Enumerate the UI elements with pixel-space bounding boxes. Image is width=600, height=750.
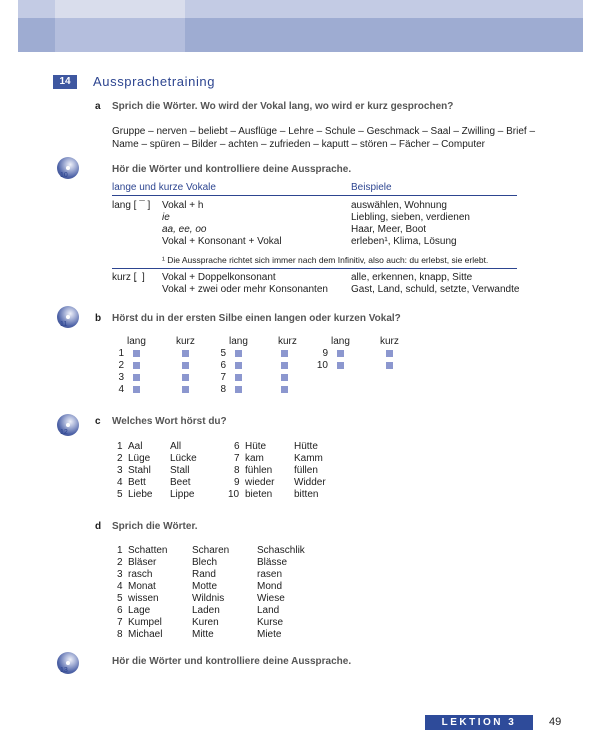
exercise-c-letter: c	[95, 416, 101, 427]
listen-instruction: Hör die Wörter und kontrolliere deine Aussprache.	[112, 656, 352, 667]
lang-example-2: Liebling, sieben, verdienen	[351, 212, 470, 223]
word: Blässe	[257, 557, 288, 568]
header-band-light-block	[55, 0, 185, 18]
word-option[interactable]: bitten	[294, 489, 319, 500]
word: Miete	[257, 629, 282, 640]
word: Lage	[128, 605, 151, 616]
word-option[interactable]: bieten	[245, 489, 273, 500]
word: Schatten	[128, 545, 168, 556]
audio-track-number: 13	[60, 667, 68, 674]
kurz-example-1: alle, erkennen, knapp, Sitte	[351, 272, 473, 283]
item-number: 1	[118, 348, 124, 359]
answer-box-kurz[interactable]	[281, 386, 288, 393]
header-band-mid-block	[55, 18, 185, 52]
word-row-number: 1	[117, 545, 123, 556]
table-footnote: ¹ Die Aussprache richtet sich immer nach dem Infinitiv, also auch: du erlebst, sie erlebt.	[162, 255, 489, 265]
word-pair-number: 1	[117, 441, 123, 452]
word-option[interactable]: Beet	[170, 477, 191, 488]
word: Mitte	[192, 629, 214, 640]
word-option[interactable]: Lüge	[128, 453, 151, 464]
table-header-left: lange und kurze Vokale	[112, 182, 216, 193]
word-row-number: 7	[117, 617, 123, 628]
exercise-d-letter: d	[95, 521, 102, 532]
word: Monat	[128, 581, 156, 592]
word-pair-number: 3	[117, 465, 123, 476]
answer-box-lang[interactable]	[337, 350, 344, 357]
word: Land	[257, 605, 280, 616]
audio-track-number: 12	[60, 429, 68, 436]
kurz-rule-1: Vokal + Doppelkonsonant	[162, 272, 276, 283]
answer-box-kurz[interactable]	[182, 362, 189, 369]
word: Kumpel	[128, 617, 162, 628]
table-middle-rule	[112, 268, 517, 269]
word: Wildnis	[192, 593, 225, 604]
word-row-number: 8	[117, 629, 123, 640]
column-header-lang: lang	[229, 336, 248, 347]
word: Schaschlik	[257, 545, 305, 556]
word-pair-number: 9	[234, 477, 240, 488]
section-number: 14	[53, 75, 77, 89]
exercise-b-instruction: Hörst du in der ersten Silbe einen langen oder kurzen Vokal?	[112, 313, 401, 324]
column-header-lang: lang	[127, 336, 146, 347]
column-header-kurz: kurz	[278, 336, 297, 347]
word-option[interactable]: Hüte	[245, 441, 267, 452]
word: Blech	[192, 557, 218, 568]
word: Mond	[257, 581, 283, 592]
listen-instruction: Hör die Wörter und kontrolliere deine Aussprache.	[112, 164, 352, 175]
answer-box-lang[interactable]	[235, 350, 242, 357]
word: Kuren	[192, 617, 219, 628]
answer-box-kurz[interactable]	[281, 362, 288, 369]
word-option[interactable]: wieder	[245, 477, 275, 488]
word: rasch	[128, 569, 153, 580]
lang-label: lang [ ¯ ]	[112, 200, 151, 211]
header-band	[18, 0, 583, 52]
answer-box-lang[interactable]	[133, 362, 140, 369]
lang-rule-3: aa, ee, oo	[162, 224, 207, 235]
word-row-number: 3	[117, 569, 123, 580]
lesson-label: LEKTION 3	[425, 715, 533, 730]
word: Bläser	[128, 557, 157, 568]
word-option[interactable]: Lippe	[170, 489, 195, 500]
word-pair-number: 8	[234, 465, 240, 476]
item-number: 3	[118, 372, 124, 383]
answer-box-kurz[interactable]	[281, 350, 288, 357]
word-pair-number: 2	[117, 453, 123, 464]
word-pair-number: 10	[228, 489, 240, 500]
word-row-number: 6	[117, 605, 123, 616]
lang-rule-1: Vokal + h	[162, 200, 204, 211]
answer-box-lang[interactable]	[133, 386, 140, 393]
lang-rule-2: ie	[162, 212, 170, 223]
word-option[interactable]: kam	[245, 453, 264, 464]
word: Rand	[192, 569, 216, 580]
word-row-number: 4	[117, 581, 123, 592]
word: Scharen	[192, 545, 230, 556]
word-option[interactable]: Widder	[294, 477, 326, 488]
word-option[interactable]: Hütte	[294, 441, 318, 452]
answer-box-kurz[interactable]	[182, 386, 189, 393]
item-number: 5	[220, 348, 226, 359]
exercise-a-instruction: Sprich die Wörter. Wo wird der Vokal lang, wo wird er kurz gesprochen?	[112, 101, 454, 112]
column-header-kurz: kurz	[380, 336, 399, 347]
table-header-rule	[112, 195, 517, 196]
exercise-a-words-line2: Name – spüren – Bilder – achten – zufrieden – kaputt – stören – Fächer – Computer	[112, 139, 485, 150]
answer-box-lang[interactable]	[337, 362, 344, 369]
lang-example-4: erleben¹, Klima, Lösung	[351, 236, 457, 247]
page-number: 49	[549, 716, 562, 728]
kurz-rule-2: Vokal + zwei oder mehr Konsonanten	[162, 284, 328, 295]
word-option[interactable]: Bett	[128, 477, 146, 488]
word: Wiese	[257, 593, 285, 604]
column-header-kurz: kurz	[176, 336, 195, 347]
exercise-d-instruction: Sprich die Wörter.	[112, 521, 198, 532]
answer-box-kurz[interactable]	[281, 374, 288, 381]
answer-box-lang[interactable]	[235, 362, 242, 369]
table-header-right: Beispiele	[351, 182, 392, 193]
section-title: Aussprachetraining	[93, 74, 216, 89]
item-number: 4	[118, 384, 124, 395]
word-pair-number: 4	[117, 477, 123, 488]
exercise-a-letter: a	[95, 101, 101, 112]
item-number: 6	[220, 360, 226, 371]
answer-box-lang[interactable]	[235, 374, 242, 381]
audio-track-number: 11	[60, 321, 68, 328]
word-option[interactable]: Stahl	[128, 465, 151, 476]
lang-rule-4: Vokal + Konsonant + Vokal	[162, 236, 282, 247]
item-number: 7	[220, 372, 226, 383]
word: Michael	[128, 629, 163, 640]
word-option[interactable]: Lücke	[170, 453, 197, 464]
word-option[interactable]: Kamm	[294, 453, 323, 464]
word-option[interactable]: fühlen	[245, 465, 273, 476]
exercise-a-words-line1: Gruppe – nerven – beliebt – Ausflüge – Lehre – Schule – Geschmack – Saal – Zwilling – Brief –	[112, 126, 536, 137]
word-option[interactable]: Stall	[170, 465, 190, 476]
item-number: 2	[118, 360, 124, 371]
word-option[interactable]: füllen	[294, 465, 318, 476]
audio-track-number: 10	[60, 172, 68, 179]
answer-box-kurz[interactable]	[182, 350, 189, 357]
word-pair-number: 7	[234, 453, 240, 464]
word-row-number: 5	[117, 593, 123, 604]
answer-box-lang[interactable]	[235, 386, 242, 393]
lang-example-3: Haar, Meer, Boot	[351, 224, 427, 235]
answer-box-kurz[interactable]	[386, 350, 393, 357]
exercise-b-letter: b	[95, 313, 102, 324]
word-option[interactable]: All	[170, 441, 182, 452]
word: Motte	[192, 581, 218, 592]
word: Laden	[192, 605, 220, 616]
item-number: 8	[220, 384, 226, 395]
word-pair-number: 6	[234, 441, 240, 452]
column-header-lang: lang	[331, 336, 350, 347]
word-row-number: 2	[117, 557, 123, 568]
answer-box-kurz[interactable]	[386, 362, 393, 369]
word-option[interactable]: Aal	[128, 441, 143, 452]
exercise-c-instruction: Welches Wort hörst du?	[112, 416, 227, 427]
item-number: 10	[316, 360, 328, 371]
answer-box-lang[interactable]	[133, 350, 140, 357]
word: rasen	[257, 569, 283, 580]
item-number: 9	[322, 348, 328, 359]
lang-example-1: auswählen, Wohnung	[351, 200, 447, 211]
answer-box-kurz[interactable]	[182, 374, 189, 381]
kurz-label: kurz [ ̣ ]	[112, 272, 145, 283]
answer-box-lang[interactable]	[133, 374, 140, 381]
word: Kurse	[257, 617, 284, 628]
word-option[interactable]: Liebe	[128, 489, 153, 500]
word-pair-number: 5	[117, 489, 123, 500]
kurz-example-2: Gast, Land, schuld, setzte, Verwandte	[351, 284, 520, 295]
word: wissen	[128, 593, 159, 604]
